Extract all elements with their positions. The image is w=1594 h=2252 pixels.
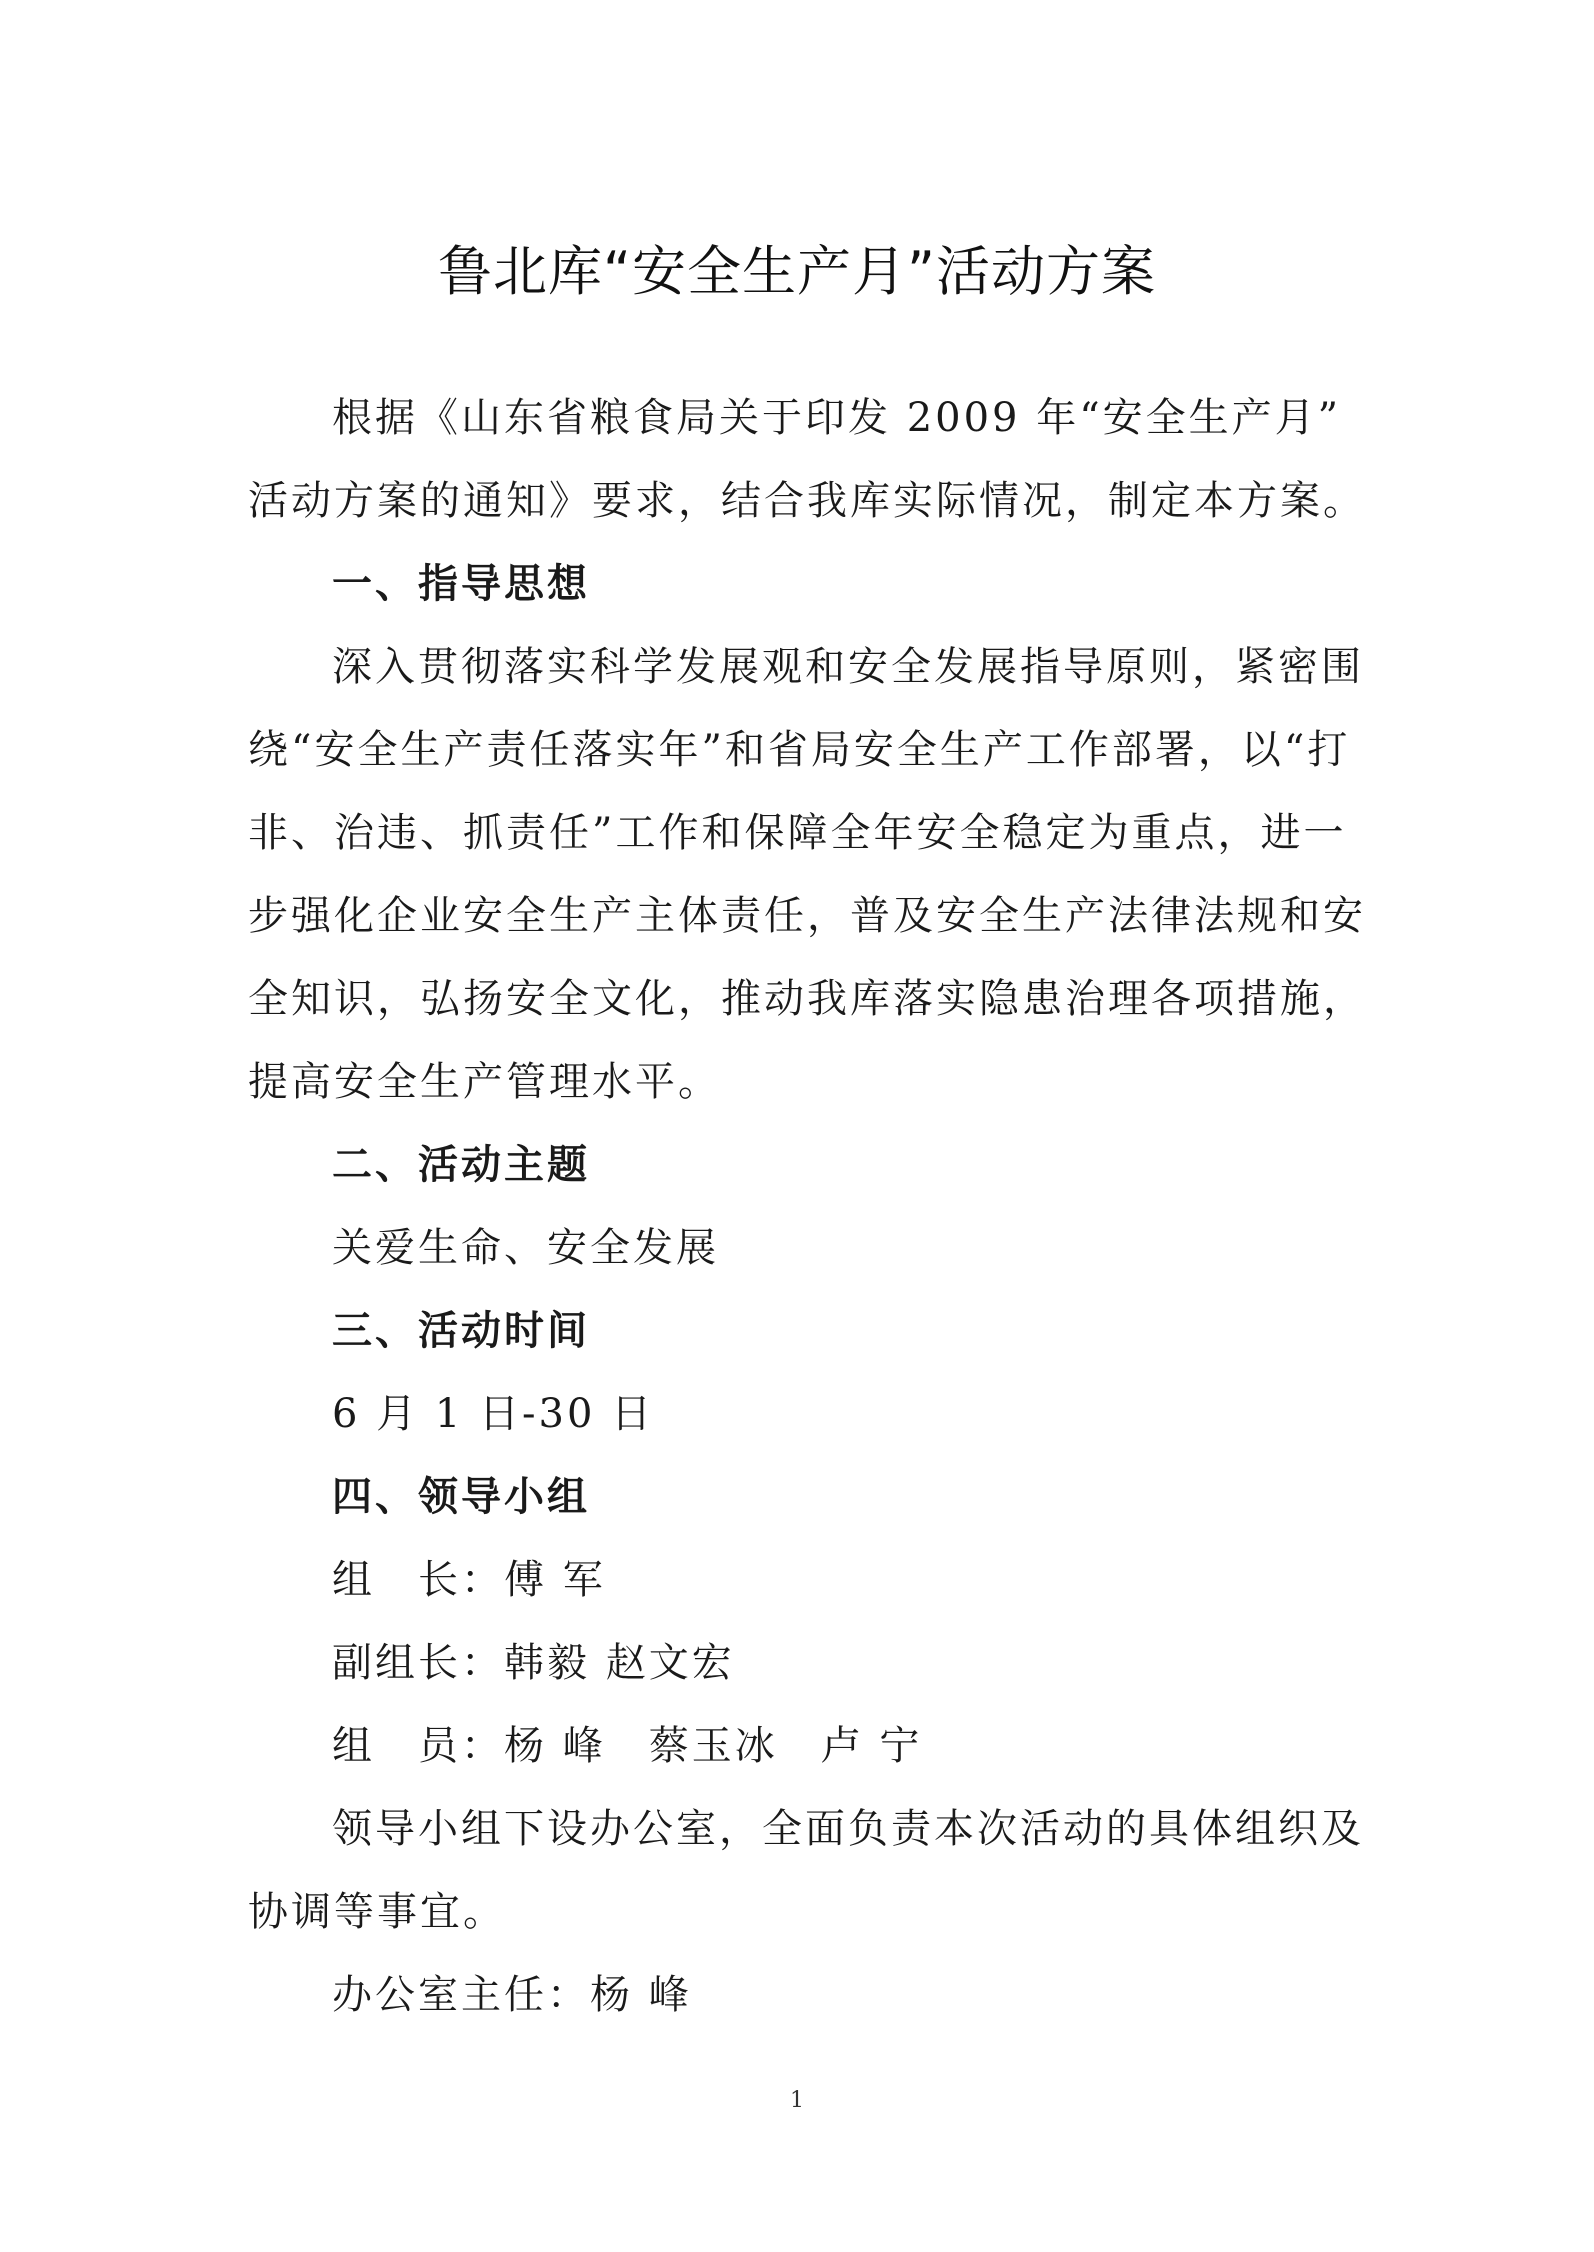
office-director: 办公室主任：杨 峰: [332, 1972, 692, 2018]
group-leader: 组 长：傅 军: [332, 1557, 606, 1603]
section1-line-2: 绕“安全生产责任落实年”和省局安全生产工作部署，以“打: [248, 727, 1351, 773]
section-heading-guiding-ideology: 一、指导思想: [332, 561, 590, 607]
intro-line-2: 活动方案的通知》要求，结合我库实际情况，制定本方案。: [248, 478, 1366, 524]
section1-line-6: 提高安全生产管理水平。: [248, 1059, 721, 1105]
document-title: 鲁北库“安全生产月”活动方案: [438, 240, 1156, 303]
activity-time-text: 6 月 1 日-30 日: [332, 1391, 655, 1437]
page-number: 1: [790, 2088, 804, 2113]
office-line-1: 领导小组下设办公室，全面负责本次活动的具体组织及: [332, 1806, 1364, 1852]
section-heading-leadership-group: 四、领导小组: [332, 1474, 590, 1520]
section-heading-activity-time: 三、活动时间: [332, 1308, 590, 1354]
deputy-group-leader: 副组长：韩毅 赵文宏: [332, 1640, 735, 1686]
intro-line-1: 根据《山东省粮食局关于印发 2009 年“安全生产月”: [332, 395, 1342, 441]
office-line-2: 协调等事宜。: [248, 1889, 506, 1935]
activity-theme-text: 关爱生命、安全发展: [332, 1225, 719, 1271]
section1-line-4: 步强化企业安全生产主体责任，普及安全生产法律法规和安: [248, 893, 1366, 939]
group-members: 组 员：杨 峰 蔡玉冰 卢 宁: [332, 1723, 923, 1769]
section1-line-3: 非、治违、抓责任”工作和保障全年安全稳定为重点，进一: [248, 810, 1347, 856]
section-heading-activity-theme: 二、活动主题: [332, 1142, 590, 1188]
section1-line-5: 全知识，弘扬安全文化，推动我库落实隐患治理各项措施，: [248, 976, 1366, 1022]
section1-line-1: 深入贯彻落实科学发展观和安全发展指导原则，紧密围: [332, 644, 1364, 690]
